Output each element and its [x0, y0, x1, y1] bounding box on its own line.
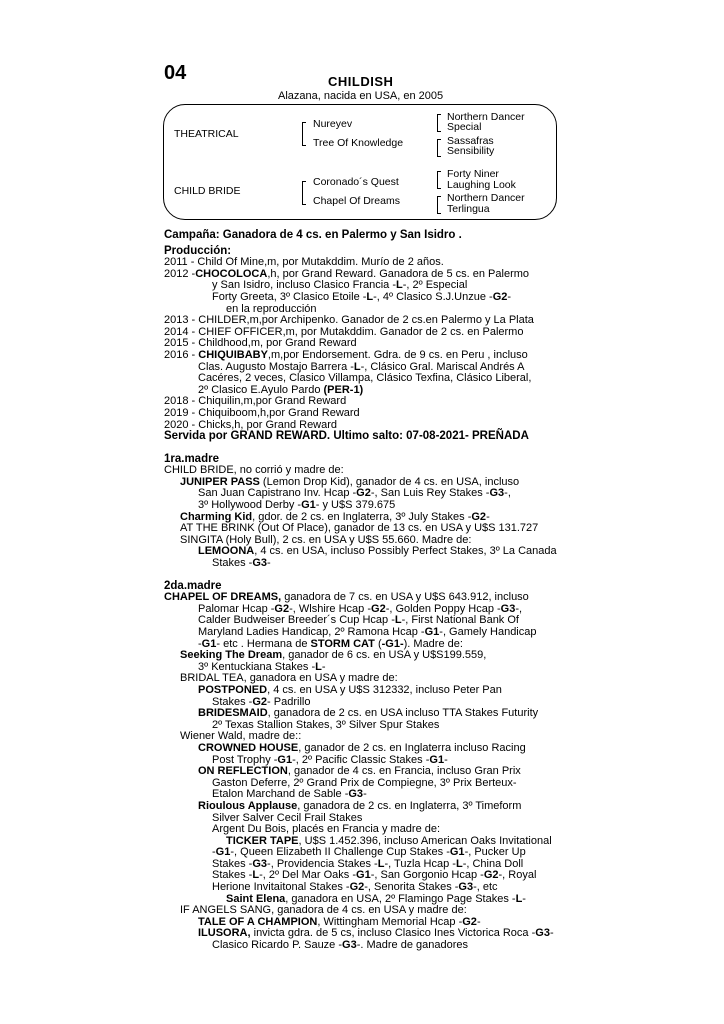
bracket: [302, 122, 306, 146]
text-span: -: [267, 557, 271, 570]
first-dam-list: [164, 465, 584, 569]
text-span: -: [363, 788, 367, 801]
bracket: [437, 171, 441, 189]
pedigree-dds: Northern Dancer: [447, 192, 525, 204]
bold-text: G3: [348, 788, 364, 801]
bold-text: L: [455, 857, 463, 870]
bold-text: L: [394, 614, 402, 627]
bold-text: LEMOONA: [198, 545, 255, 558]
bold-text: ON REFLECTION: [198, 765, 288, 778]
text-span: Maryland Ladies Handicap, 2º Ramona Hcap -: [198, 626, 425, 638]
text-span: ,m,por Endorsement. Gdra. de 9 cs. en Peru , inclusо: [267, 348, 528, 361]
bold-text: L: [396, 279, 403, 292]
bold-text: STORM CAT: [310, 637, 375, 650]
text-span: -, Gamely Handicap: [439, 626, 537, 638]
bold-text: G3: [252, 857, 268, 870]
text-span: Cacéres, 2 veces, Clasico Villampa, Clásico Texfina, Clásico Liberal,: [198, 372, 532, 385]
bold-text: L: [315, 660, 322, 673]
text-span: , ganador de 2 cs. en Inglaterra incluso Racing: [298, 741, 526, 754]
text-span: CHILD BRIDE, no corrió y madre de:: [164, 464, 344, 477]
pedigree-dam-dam: Chapel Of Dreams: [313, 195, 400, 207]
text-span: SINGITA (Holy Bull), 2 cs. en USA y U$S 55.660. Madre de:: [180, 533, 472, 546]
catalog-body: [164, 230, 584, 952]
text-span: 2011 - Child Of Mine,m, por Mutakddim. Murío de 2 años.: [164, 256, 444, 269]
pedigree-box: [163, 104, 557, 220]
text-span: -, San Luis Rey Stakes -: [370, 487, 490, 500]
text-span: -, 2º Del Mar Oaks -: [259, 869, 357, 882]
text-span: invicta gdra. de 5 cs, incluso Clasico Ines Victorica Roca -: [250, 927, 536, 940]
text-span: (: [374, 637, 382, 650]
text-span: - Padrillo: [267, 695, 311, 708]
text-span: 2019 - Chiquiboom,h,por Grand Reward: [164, 406, 360, 419]
bold-text: L: [252, 869, 260, 882]
pedigree-sire: THEATRICAL: [174, 128, 239, 140]
bracket: [302, 181, 306, 205]
text-span: - y U$S 379.675: [315, 499, 396, 512]
text-span: 2013 - CHILDER,m,por Archipenko. Ganador de 2 cs.en Palermo y La Plata: [164, 314, 534, 327]
text-span: - etc . Hermana de: [216, 637, 311, 650]
bold-text: G1: [449, 846, 465, 859]
text-span: 2016 -: [164, 348, 199, 361]
horse-name: CHILDISH: [328, 74, 394, 89]
text-span: 2º Texas Stallion Stakes, 3º Silver Spur Stakes: [212, 718, 440, 731]
text-span: ,h, por Grand Reward. Ganadora de 5 cs. en Palermo: [267, 267, 530, 280]
text-span: 2020 - Chicks,h, por Grand Reward: [164, 418, 338, 431]
bold-text: CHIQUIBABY: [198, 348, 268, 361]
text-span: , ganadora de 2 cs. en Inglaterra, 3º Timeform: [297, 799, 522, 812]
text-span: , 4 cs. en USA y U$S 312332, incluso Peter Pan: [267, 683, 502, 696]
bold-text: G1: [356, 869, 371, 882]
bold-text: G1: [201, 637, 217, 650]
text-span: 3º Hollywood Derby -: [198, 499, 302, 512]
text-span: 3º Kentuckiana Stakes -: [198, 660, 316, 673]
text-span: BRIDAL TEA, ganadora en USA y madre de:: [180, 672, 398, 685]
bold-text: G2: [492, 290, 508, 303]
text-span: Clasico Ricardo P. Sauze -: [212, 939, 343, 952]
bold-text: Seeking The Dream: [180, 649, 283, 662]
text-span: , U$S 1.452.396, incluso American Oaks Invitational: [298, 834, 552, 847]
campaign-line: Campaña: Ganadora de 4 cs. en Palermo y San Isidro .: [164, 229, 462, 241]
bold-text: G1: [301, 499, 316, 512]
bracket: [437, 114, 441, 132]
text-span: -: [198, 637, 202, 650]
bold-text: G1: [277, 753, 293, 766]
text-span: -, China Doll: [462, 857, 524, 870]
text-span: San Juan Capistrano Inv. Hcap -: [198, 487, 357, 500]
bold-text: G2: [252, 695, 268, 708]
text-span: , ganadora de 2 cs. en USA incluso TTA Stakes Futurity: [267, 707, 539, 720]
bold-text: G1: [429, 753, 445, 766]
pedigree-sss: Northern Dancer: [447, 111, 525, 123]
text-span: , ganador de 4 cs. en Francia, incluso Gran Prix: [287, 765, 521, 778]
text-span: Wiener Wald, madre de::: [180, 730, 302, 743]
text-span: -, etc: [473, 881, 498, 894]
bold-text: CHOCOLOCA: [195, 267, 268, 280]
text-span: -: [486, 510, 490, 523]
bold-text: G2: [483, 869, 499, 882]
bold-text: Charming Kid: [180, 510, 253, 523]
text-span: -, Wlshire Hcap -: [289, 602, 372, 615]
served-line: Servida por GRAND REWARD. Ultimo salto: 07-08-2021- PREÑADA: [164, 430, 529, 443]
bold-text: G3: [252, 557, 268, 570]
text-span: Herione Invitaitonal Stakes -: [212, 881, 350, 894]
text-line: [164, 558, 584, 570]
text-span: , 4 cs. en USA, incluso Possibly Perfect Stakes, 3º La Canada: [254, 545, 557, 558]
text-span: Stakes -: [212, 695, 253, 708]
bold-text: JUNIPER PASS: [180, 475, 260, 488]
bold-text: G2: [371, 602, 386, 615]
pedigree-ddd: Terlingua: [447, 203, 490, 215]
text-span: -: [444, 753, 448, 766]
bold-text: L: [366, 290, 374, 303]
text-span: -: [212, 846, 216, 859]
text-span: -: [321, 660, 326, 673]
text-span: -,: [515, 602, 523, 615]
text-span: IF ANGELS SANG, ganadora de 4 cs. en USA y madre de:: [180, 904, 467, 917]
text-span: -, Golden Poppy Hcap -: [385, 602, 501, 615]
text-span: Clas. Augusto Mostajo Barrera -: [198, 360, 354, 373]
bold-text: G1: [424, 626, 440, 638]
text-span: Stakes -: [212, 557, 253, 570]
pedigree-sire-sire: Nureyev: [313, 118, 353, 130]
bold-text: G2: [462, 915, 477, 928]
text-span: Forty Greeta, 3º Clasico Etoile -: [212, 290, 367, 303]
text-span: , ganadora en USA, 2º Flamingo Page Stakes -: [285, 892, 516, 905]
text-span: Gaston Deferre, 2º Grand Prix de Compiegne, 3º Prix Berteux-: [212, 776, 517, 789]
text-span: Silver Salver Cecil Frail Stakes: [212, 811, 363, 824]
text-span: Post Trophy -: [212, 753, 278, 766]
text-span: -, San Gorgonio Hcap -: [370, 869, 484, 882]
bold-text: G2: [349, 881, 365, 894]
text-span: -, Senorita Stakes -: [364, 881, 459, 894]
pedigree-ssd: Special: [447, 121, 482, 133]
pedigree-sire-dam: Tree Of Knowledge: [313, 137, 404, 149]
bold-text: L: [377, 857, 385, 870]
bold-text: TALE OF A CHAMPION: [198, 915, 318, 928]
pedigree-dam: CHILD BRIDE: [174, 185, 241, 197]
bold-text: G1: [215, 846, 231, 859]
bold-text: G3: [458, 881, 474, 894]
bold-text: G3: [342, 939, 357, 952]
second-dam-heading: 2da.madre: [164, 579, 222, 592]
text-span: -, Royal: [498, 869, 537, 882]
bold-text: BRIDESMAID: [198, 707, 268, 720]
text-span: 2018 - Chiquilin,m,por Grand Reward: [164, 395, 347, 408]
text-line: [164, 940, 584, 952]
text-span: y San Isidro, incluso Clasico Francia -: [212, 279, 397, 292]
pedigree-dam-sire: Coronado´s Quest: [313, 176, 399, 188]
bold-text: G2: [356, 487, 371, 500]
text-span: Etalon Marchand de Sable -: [212, 788, 349, 801]
production-heading: Producción:: [164, 244, 232, 257]
text-span: , ganador de 6 cs. en USA y U$S199.559,: [282, 649, 487, 662]
bold-text: CHAPEL OF DREAMS,: [164, 591, 282, 604]
text-span: Argent Du Bois, placés en Francia y madre de:: [212, 823, 441, 836]
bold-text: POSTPONED: [198, 683, 268, 696]
bold-text: (PER-1): [323, 383, 364, 396]
text-span: -, Clásico Gral. Mariscal Andrés A: [360, 360, 525, 373]
pedigree-dss: Forty Niner: [447, 168, 499, 180]
bold-text: G2: [274, 602, 290, 615]
bold-text: CROWNED HOUSE: [198, 741, 299, 754]
text-span: -: [476, 915, 481, 928]
text-span: 2º Clasico E.Ayulo Pardo: [198, 383, 324, 396]
bold-text: Saint Elena: [226, 892, 286, 905]
first-dam-heading: 1ra.madre: [164, 452, 219, 465]
bold-text: G3: [489, 487, 505, 500]
bold-text: -G1-: [381, 637, 404, 650]
text-span: -. Madre de ganadores: [356, 939, 469, 952]
bold-text: L: [353, 360, 361, 373]
bold-text: G3: [500, 602, 516, 615]
bold-text: G3: [535, 927, 550, 940]
text-span: Stakes -: [212, 869, 253, 882]
pedigree-sds: Sassafras: [447, 135, 494, 147]
text-span: , Wittingham Memorial Hcap -: [317, 915, 463, 928]
text-span: -, Pucker Up: [464, 846, 526, 859]
bold-text: L: [515, 892, 523, 905]
text-span: -, 2º Pacific Classic Stakes -: [292, 753, 430, 766]
production-list: [164, 257, 584, 431]
text-span: Stakes -: [212, 857, 253, 870]
text-span: -, 2º Especial: [402, 279, 468, 292]
text-span: Palomar Hcap -: [198, 602, 275, 615]
text-span: -, Tuzla Hcap -: [384, 857, 456, 870]
bold-text: TICKER TAPE: [226, 834, 299, 847]
bold-text: G2: [471, 510, 487, 523]
text-span: 2012 -: [164, 267, 196, 280]
bold-text: ILUSORA,: [198, 927, 251, 940]
text-span: -: [549, 927, 554, 940]
text-span: AT THE BRINK (Out Of Place), ganador de 13 cs. en USA y U$S 131.727: [180, 522, 539, 535]
text-span: -: [507, 290, 512, 303]
text-span: -: [522, 892, 526, 905]
text-span: ganadora de 7 cs. en USA y U$S 643.912, incluso: [281, 591, 529, 604]
text-span: 2014 - CHIEF OFFICER,m, por Mutakddim. Ganador de 2 cs. en Palermo: [164, 325, 524, 338]
bracket: [437, 196, 441, 214]
second-dam-list: [164, 592, 584, 951]
bold-text: Rioulous Applause: [198, 799, 298, 812]
text-span: 2015 - Childhood,m, por Grand Reward: [164, 337, 357, 350]
text-span: -, Queen Elizabeth II Challenge Cup Stakes -: [230, 846, 450, 859]
pedigree-sdd: Sensibility: [447, 145, 495, 157]
text-span: -, 4º Clasico S.J.Unzue -: [373, 290, 493, 303]
text-span: ). Madre de:: [403, 637, 463, 650]
text-span: -, First National Bank Of: [401, 614, 519, 627]
text-span: en la reproducción: [226, 302, 317, 315]
pedigree-dsd: Laughing Look: [447, 179, 516, 191]
text-span: -, Providencia Stakes -: [267, 857, 378, 870]
text-span: Calder Budweiser Breeder´s Cup Hcap -: [198, 614, 395, 627]
text-span: -,: [504, 487, 511, 500]
text-span: , gdor. de 2 cs. en Inglaterra, 3º July Stakes -: [252, 510, 472, 523]
bracket: [437, 139, 441, 157]
text-span: (Lemon Drop Kid), ganador de 4 cs. en USA, incluso: [259, 475, 520, 488]
lot-number: 04: [164, 62, 187, 84]
horse-description: Alazana, nacida en USA, en 2005: [278, 90, 444, 102]
